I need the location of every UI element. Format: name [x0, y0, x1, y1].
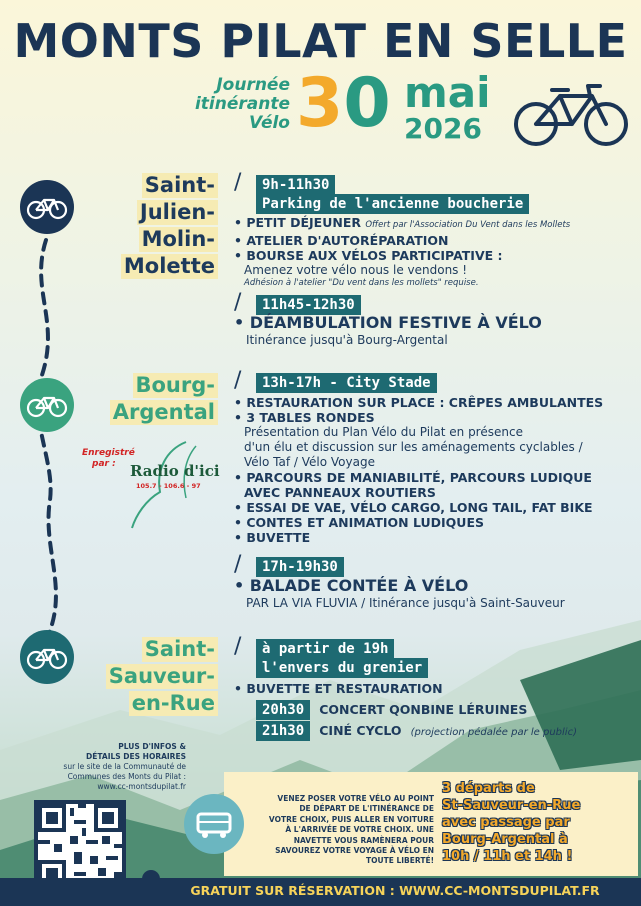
stop-2-bike-icon — [20, 378, 74, 432]
town-line: en-Rue — [129, 691, 218, 716]
town-saint-sauveur — [90, 636, 218, 717]
stop3-place-pill — [256, 657, 428, 678]
shuttle-line: TOUTE LIBERTÉ! — [366, 856, 434, 866]
event-label: CINÉ CYCLO — [319, 723, 402, 738]
departure-line: avec passage par — [442, 815, 570, 830]
activity-note: Offert par l'Association Du Vent dans les Mollets — [365, 220, 571, 230]
qr-pattern — [38, 804, 122, 888]
place-label: Parking de l'ancienne boucherie — [256, 194, 529, 214]
bicycle-icon — [20, 630, 74, 684]
time-label: 17h-19h30 — [256, 557, 344, 577]
departure-line: Bourg-Argental à — [442, 832, 568, 847]
info-line: sur le site de la Communauté de — [63, 762, 186, 771]
town-saint-julien — [90, 172, 218, 280]
event-label: CONCERT QONBINE LÉRUINES — [319, 702, 528, 717]
bicycle-icon — [20, 378, 74, 432]
year-label: 2026 — [404, 112, 482, 145]
balade-title: • BALADE CONTÉE À VÉLO — [234, 576, 469, 595]
stop1-place-pill — [256, 193, 529, 214]
shuttle-line: SAVOUREZ VOTRE VOYAGE À VÉLO EN — [275, 846, 434, 856]
journee-subtitle — [130, 76, 290, 133]
activity-item: • ESSAI DE VAE, VÉLO CARGO, LONG TAIL, FAT BIKE — [234, 500, 593, 515]
info-heading: DÉTAILS DES HORAIRES — [86, 752, 186, 761]
activity-item: • BOURSE AUX VÉLOS PARTICIPATIVE : — [234, 248, 503, 263]
poster-title: MONTS PILAT EN SELLE — [13, 14, 628, 68]
day-digit-3: 3 — [296, 64, 344, 143]
town-line: Julien- — [137, 200, 218, 225]
table-line: Présentation du Plan Vélo du Pilat en présence — [244, 425, 523, 439]
stop3-time-pill — [256, 638, 394, 659]
info-line: Communes des Monts du Pilat : — [67, 772, 186, 781]
town-line: Molin- — [139, 227, 218, 252]
stop1-time2-pill — [256, 294, 361, 315]
stop2-activities — [234, 395, 634, 545]
footer-text[interactable]: GRATUIT SUR RÉSERVATION : WWW.CC-MONTSDUPILAT.FR — [190, 883, 600, 898]
departure-line: 10h / 11h et 14h ! — [442, 849, 573, 864]
bus-icon — [184, 794, 244, 854]
shuttle-line: À L'ARRIVÉE DE VOTRE CHOIX. UNE — [285, 825, 434, 835]
bicycle-icon — [512, 82, 630, 148]
stop-1-bike-icon — [20, 180, 74, 234]
shuttle-text — [246, 794, 434, 867]
radio-frequencies: 105.7 - 106.6 - 97 — [136, 482, 201, 490]
town-line: Argental — [110, 400, 218, 425]
stop1-activities — [234, 215, 634, 288]
slash-divider: / — [234, 552, 242, 577]
month-label: mai — [404, 68, 491, 117]
town-line: Sauveur- — [106, 664, 218, 689]
activity-item-continued: AVEC PANNEAUX ROUTIERS — [244, 485, 436, 500]
event-date — [296, 64, 391, 143]
time-label: 9h-11h30 — [256, 175, 335, 195]
shuttle-line: NAVETTE VOUS RAMÈNERA POUR — [293, 835, 434, 845]
slash-divider: / — [234, 170, 242, 195]
activity-item: • BUVETTE ET RESTAURATION — [234, 681, 443, 696]
slash-divider: / — [234, 634, 242, 659]
bus-glyph — [184, 794, 244, 854]
day-digit-0: 0 — [343, 64, 391, 143]
event-time: 20h30 — [256, 700, 310, 720]
bicycle-icon — [20, 180, 74, 234]
time-label: à partir de 19h — [256, 639, 394, 659]
event-row — [256, 720, 577, 741]
table-line: Vélo Taf / Vélo Voyage — [244, 455, 375, 469]
radio-logo — [82, 440, 232, 530]
event-note: (projection pédalée par le public) — [410, 727, 577, 738]
bourse-note: Adhésion à l'atelier "Du vent dans les mollets" requise. — [244, 278, 479, 288]
town-line: Molette — [121, 254, 218, 279]
town-bourg-argental — [80, 372, 218, 426]
table-line: d'un élu et discussion sur les aménagements cyclables / — [244, 440, 583, 454]
info-url: www.cc-montsdupilat.fr — [97, 782, 186, 791]
event-row — [256, 699, 527, 720]
activity-item: • BUVETTE — [234, 530, 311, 545]
slash-divider: / — [234, 368, 242, 393]
deambulation-title: • DÉAMBULATION FESTIVE À VÉLO — [234, 313, 542, 332]
route-line — [20, 230, 80, 650]
event-time: 21h30 — [256, 721, 310, 741]
departure-line: 3 départs de — [442, 781, 535, 796]
radio-prefix: Enregistré par : — [82, 448, 135, 469]
activity-item: • PARCOURS DE MANIABILITÉ, PARCOURS LUDIQUE — [234, 470, 592, 485]
stop2-time-pill — [256, 372, 437, 393]
place-label: l'envers du grenier — [256, 658, 428, 678]
activity-item: • PETIT DÉJEUNER Offert par l'Association Du Vent dans les Mollets — [234, 215, 571, 230]
shuttle-line: VOTRE CHOIX, PUIS ALLER EN VOITURE — [268, 814, 434, 824]
shuttle-line: VENEZ POSER VOTRE VÉLO AU POINT — [277, 794, 434, 803]
stop1-time-pill — [256, 174, 335, 195]
departure-line: St-Sauveur-en-Rue — [442, 798, 581, 813]
slash-divider: / — [234, 290, 242, 315]
deambulation-line: Itinérance jusqu'à Bourg-Argental — [246, 333, 448, 347]
stop-3-bike-icon — [20, 630, 74, 684]
activity-item: • CONTES ET ANIMATION LUDIQUES — [234, 515, 485, 530]
subtitle-line: Journée — [216, 75, 290, 95]
radio-name: Radio d'ici — [130, 462, 220, 480]
shuttle-departures — [442, 780, 632, 865]
activity-item: • 3 TABLES RONDES — [234, 410, 375, 425]
shuttle-line: DE DÉPART DE L'ITINÉRANCE DE — [299, 804, 434, 814]
time-label: 11h45-12h30 — [256, 295, 361, 315]
info-heading: PLUS D'INFOS & — [118, 742, 186, 751]
subtitle-line: itinérante — [194, 94, 290, 114]
stop2-time2-pill — [256, 556, 344, 577]
activity-item: • RESTAURATION SUR PLACE : CRÊPES AMBULANTES — [234, 395, 604, 410]
subtitle-line: Vélo — [249, 113, 290, 133]
town-line: Bourg- — [133, 373, 219, 398]
bourse-line: Amenez votre vélo nous le vendons ! — [244, 263, 468, 277]
more-info-block — [14, 742, 186, 792]
activity-item: • ATELIER D'AUTORÉPARATION — [234, 233, 449, 248]
town-line: Saint- — [142, 637, 218, 662]
town-line: Saint- — [142, 173, 218, 198]
balade-line: PAR LA VIA FLUVIA / Itinérance jusqu'à Saint-Sauveur — [246, 596, 565, 610]
time-label: 13h-17h - City Stade — [256, 373, 437, 393]
